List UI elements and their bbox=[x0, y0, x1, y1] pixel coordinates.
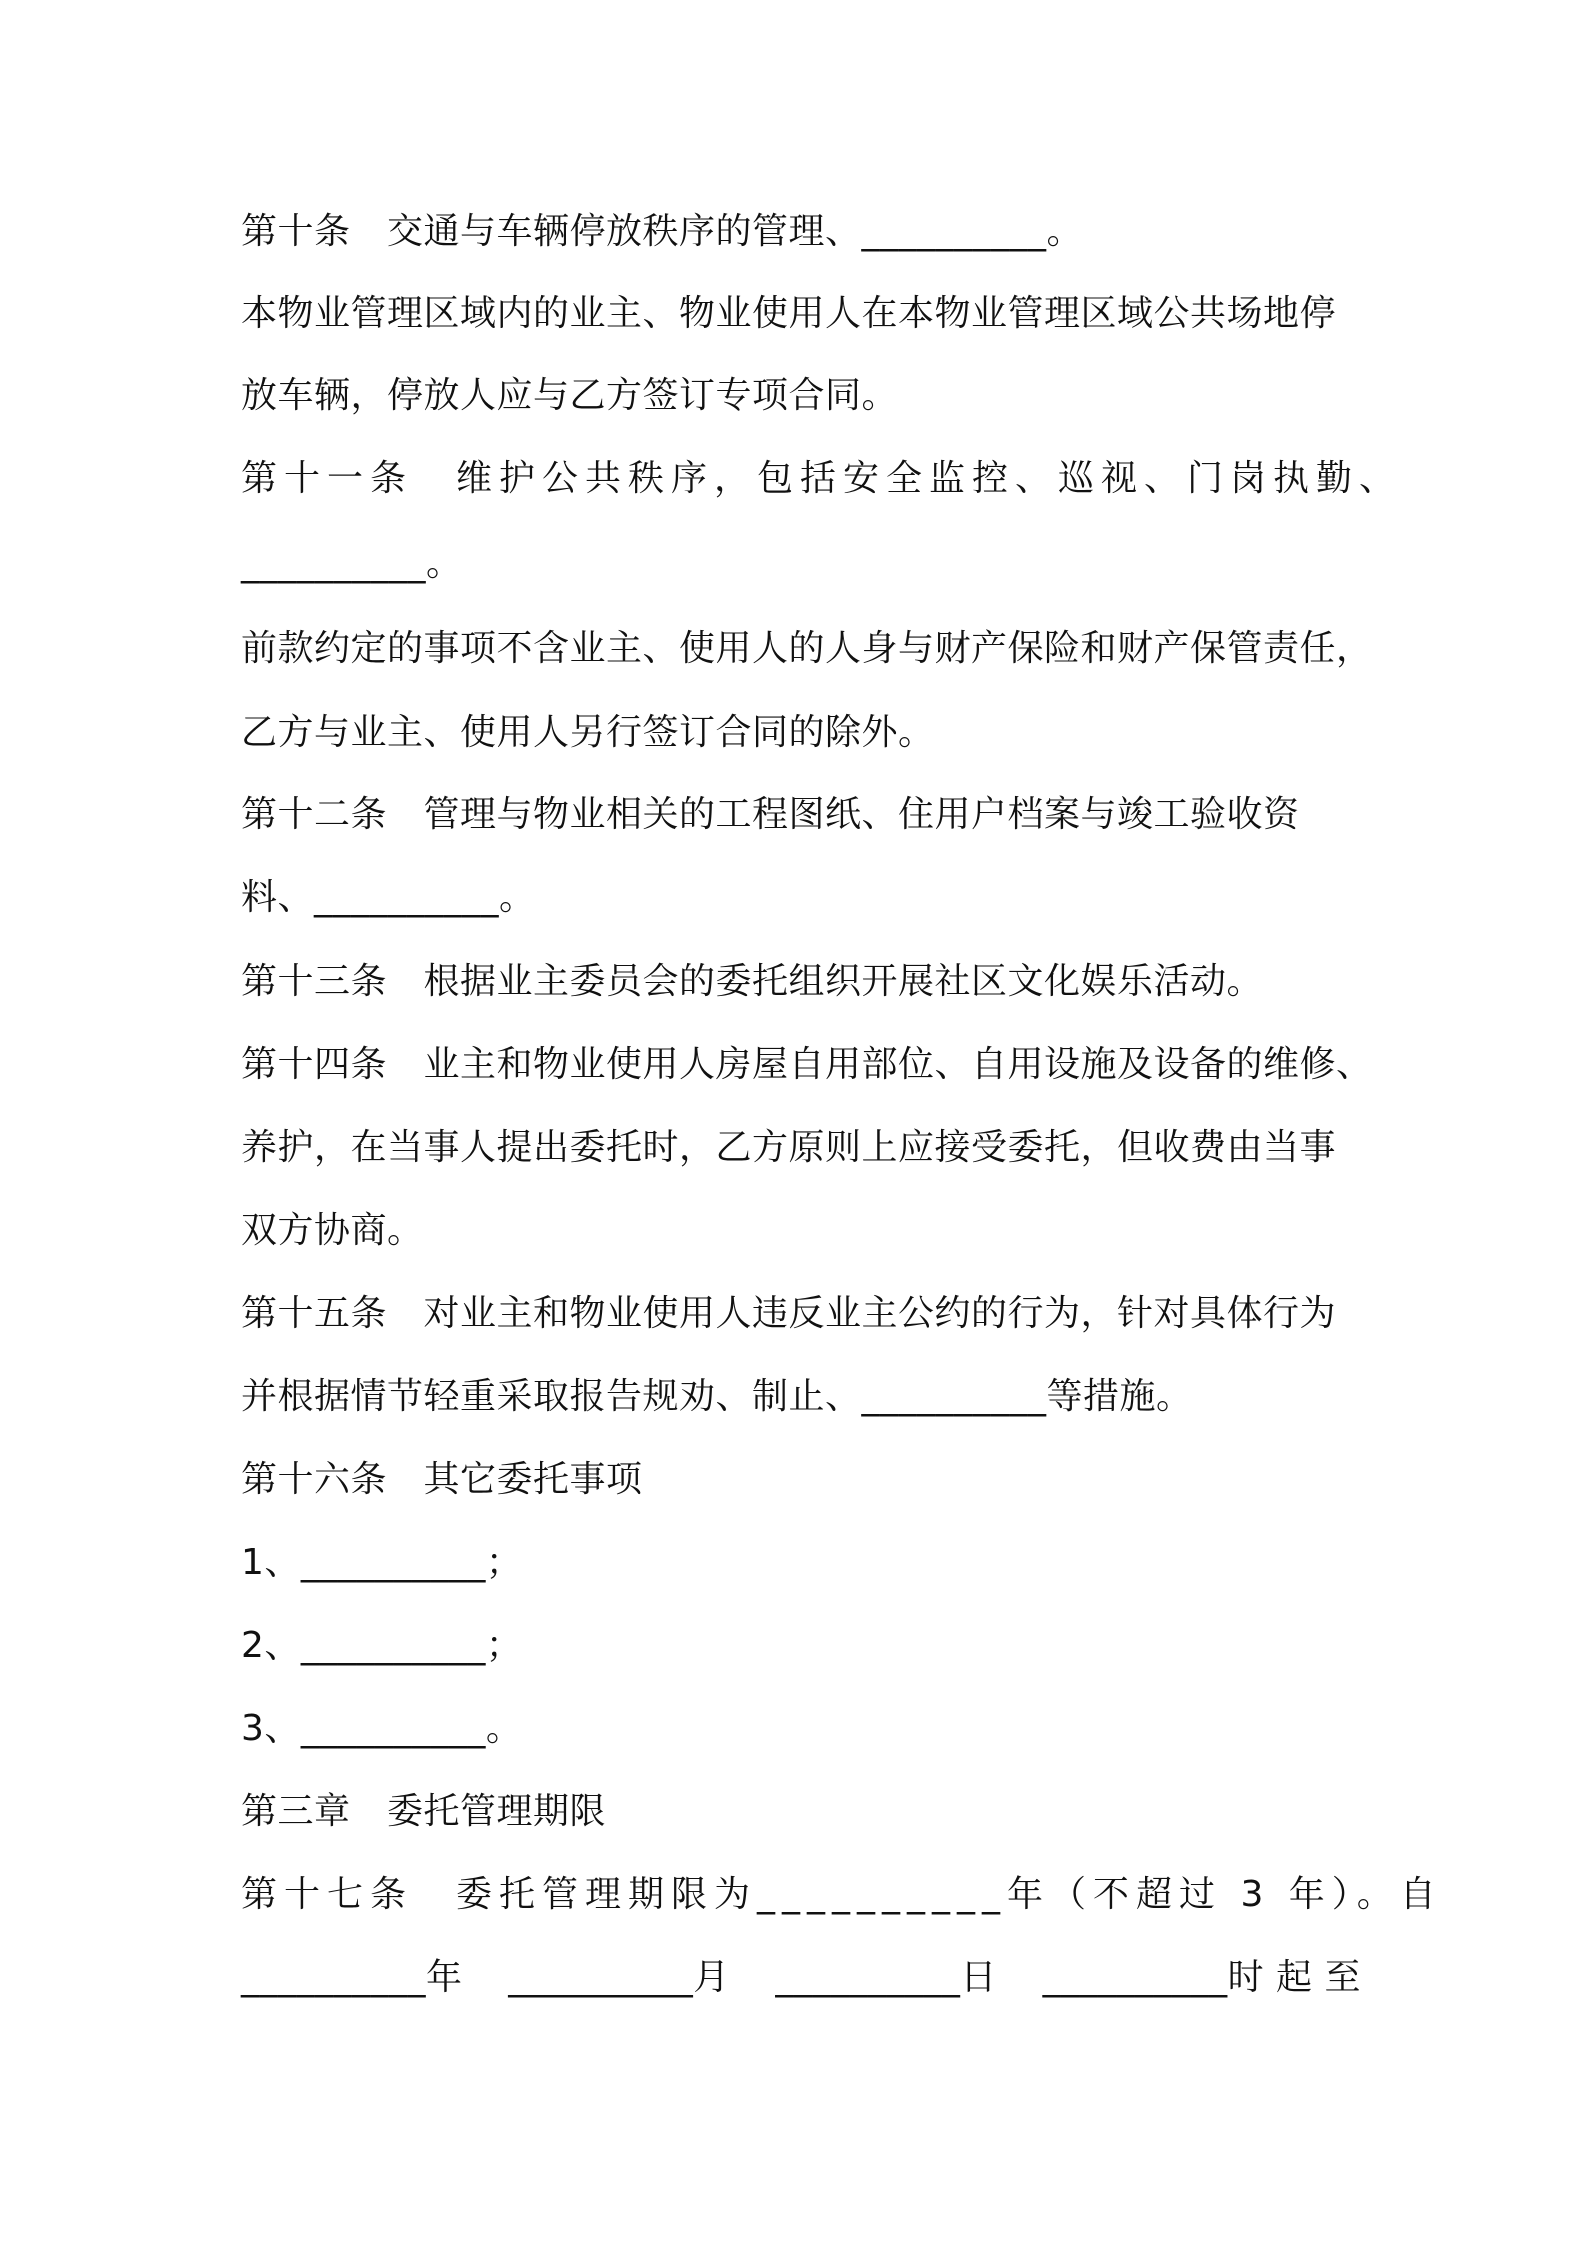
article-10-body-line-2: 放车辆，停放人应与乙方签订专项合同。 bbox=[241, 375, 899, 416]
article-14-line-2: 养护，在当事人提出委托时，乙方原则上应接受委托，但收费由当事 bbox=[241, 1127, 1337, 1168]
article-11-note-line-2: 乙方与业主、使用人另行签订合同的除外。 bbox=[241, 712, 935, 753]
article-16-item-1: 1、__________； bbox=[241, 1542, 523, 1583]
article-15-line-1: 第十五条 对业主和物业使用人违反业主公约的行为，针对具体行为 bbox=[241, 1293, 1337, 1334]
article-16-item-3: 3、__________。 bbox=[241, 1708, 523, 1749]
start-month-blank: __________月 bbox=[508, 1957, 730, 1998]
article-16-item-2: 2、__________； bbox=[241, 1625, 523, 1666]
article-11-title: 第十一条 维护公共秩序，包括安全监控、巡视、门岗执勤、 bbox=[241, 458, 1403, 499]
start-year-blank: __________年 bbox=[241, 1957, 463, 1998]
article-14-line-3: 双方协商。 bbox=[241, 1210, 424, 1251]
article-10-title: 第十条 交通与车辆停放秩序的管理、__________。 bbox=[241, 211, 1084, 252]
article-17-line-1: 第十七条 委托管理期限为__________年（不超过 3 年）。自 bbox=[241, 1874, 1443, 1915]
article-11-blank: __________。 bbox=[241, 543, 463, 584]
article-10-body-line-1: 本物业管理区域内的业主、物业使用人在本物业管理区域公共场地停 bbox=[241, 293, 1337, 334]
chapter-3-title: 第三章 委托管理期限 bbox=[241, 1791, 607, 1832]
article-14-line-1: 第十四条 业主和物业使用人房屋自用部位、自用设施及设备的维修、 bbox=[241, 1044, 1373, 1085]
article-12-title: 第十二条 管理与物业相关的工程图纸、住用户档案与竣工验收资 bbox=[241, 794, 1300, 835]
start-day-blank: __________日 bbox=[775, 1957, 997, 1998]
article-12-body: 料、__________。 bbox=[241, 877, 536, 918]
start-hour-blank: __________时 起 至 bbox=[1042, 1957, 1361, 1998]
article-16-title: 第十六条 其它委托事项 bbox=[241, 1459, 643, 1500]
article-11-note-line-1: 前款约定的事项不含业主、使用人的人身与财产保险和财产保管责任， bbox=[241, 628, 1373, 669]
article-13: 第十三条 根据业主委员会的委托组织开展社区文化娱乐活动。 bbox=[241, 961, 1264, 1002]
article-15-line-2: 并根据情节轻重采取报告规劝、制止、__________等措施。 bbox=[241, 1376, 1193, 1417]
article-17-line-2 bbox=[241, 1954, 1361, 2002]
